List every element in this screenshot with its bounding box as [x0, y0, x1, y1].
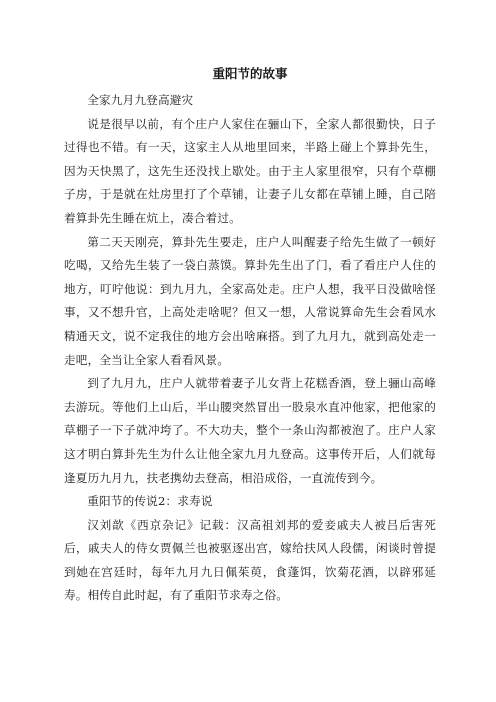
paragraph: 第二天天刚亮，算卦先生要走，庄户人叫醒妻子给先生做了一顿好吃喝，又给先生装了一袋白蒸馍。算卦先生出了门，看了看庄户人住的地方，叮咛他说：到九月九，全家高处走。庄户人想，我平日没做啥怪事，又不想升官，上高处走啥呢？但又一想，人常说算命先生会看风水精通天文，说不定我住的地方会出啥麻搭。到了九月九，就到高处走一走吧，全当让全家人看看风景。 — [64, 234, 436, 367]
section-heading-1: 全家九月九登高避灾 — [87, 93, 194, 107]
document-title: 重阳节的故事 — [212, 66, 288, 81]
paragraph: 说是很早以前，有个庄户人家住在骊山下，全家人都很勤快，日子过得也不错。有一天，这家主人从地里回来，半路上碰上个算卦先生，因为天快黑了，这先生还没找上歇处。由于主人家里很窄，只有个草棚子房，于是就在灶房里打了个草铺，让妻子儿女都在草铺上睡，自己陪着算卦先生睡在炕上，凑合着过。 — [64, 116, 436, 225]
paragraph: 汉刘歆《西京杂记》记载：汉高祖刘邦的爱妾戚夫人被吕后害死后，戚夫人的侍女贾佩兰也被驱逐出宫，嫁给扶风人段儒，闲谈时曾提到她在宫廷时，每年九月九日佩茱萸，食蓬饵，饮菊花酒，以辟邪延寿。相传自此时起，有了重阳节求寿之俗。 — [64, 517, 436, 603]
paragraph: 到了九月九，庄户人就带着妻子儿女背上花糕香酒，登上骊山高峰去游玩。等他们上山后，半山腰突然冒出一股泉水直冲他家，把他家的草棚子一下子就冲垮了。不大功夫，整个一条山沟都被泡了。庄户人家这才明白算卦先生为什么让他全家九月九登高。这事传开后，人们就每逢夏历九月九，扶老携幼去登高，相沿成俗，一直流传到今。 — [64, 376, 436, 485]
section-heading-2: 重阳节的传说2：求寿说 — [87, 494, 213, 509]
